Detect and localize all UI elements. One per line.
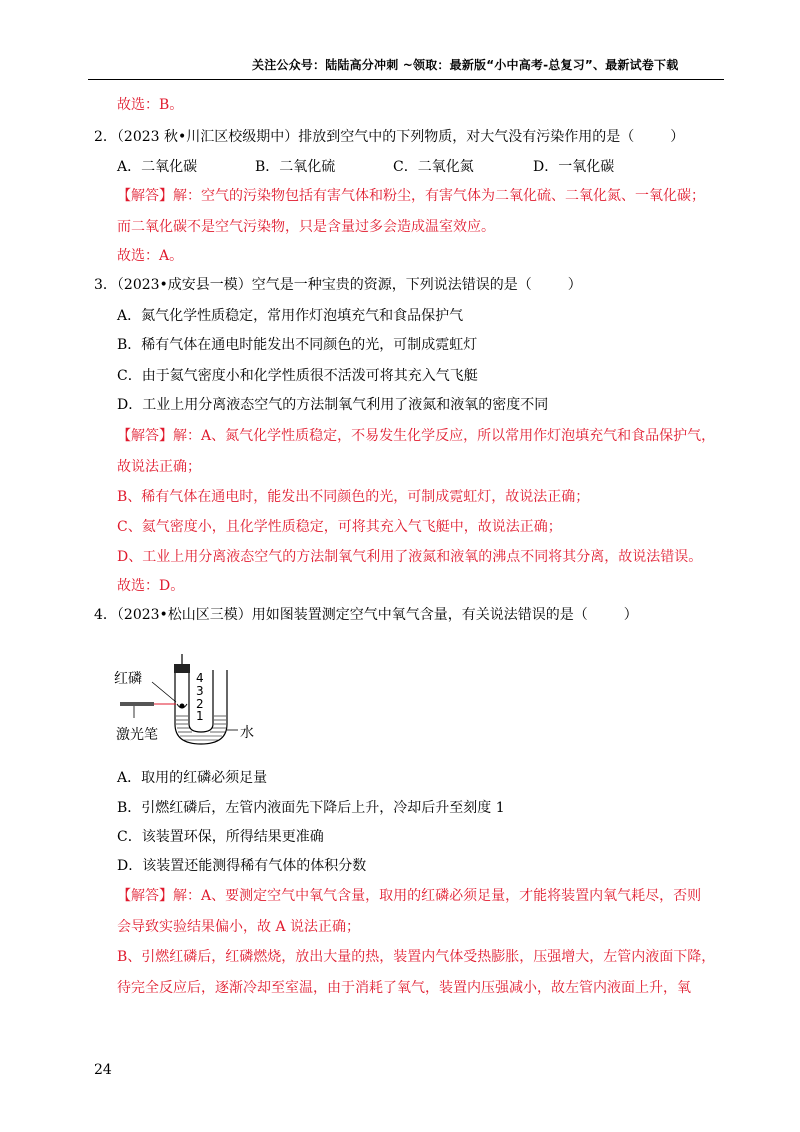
q3-analysis-line-5: D、工业上用分离液态空气的方法制氧气利用了液氮和液氧的沸点不同将其分离，故说法错误。 (117, 549, 703, 565)
q1-answer: 故选：B。 (117, 97, 184, 113)
q4-option-d: D．该装置还能测得稀有气体的体积分数 (117, 858, 367, 874)
q4-option-b: B．引燃红磷后，左管内液面先下降后上升，冷却后升至刻度 1 (117, 800, 505, 816)
q3-analysis-line-1: 【解答】解：A、氮气化学性质稳定，不易发生化学反应，所以常用作灯泡填充气和食品保护气， (117, 428, 716, 444)
q2-option-d: D．一氧化碳 (533, 159, 615, 175)
q2-option-b: B．二氧化硫 (255, 159, 336, 175)
q3-answer: 故选：D。 (117, 578, 185, 594)
q3-analysis-line-2: 故说法正确； (117, 459, 201, 475)
scale-mark-4: 4 (196, 671, 204, 685)
q3-stem-text: 3．（2023•成安县一模）空气是一种宝贵的资源，下列说法错误的是（ (94, 277, 532, 293)
q4-stem (94, 605, 638, 625)
q3-option-a: A．氮气化学性质稳定，常用作灯泡填充气和食品保护气 (117, 308, 464, 324)
q2-analysis-line-2: 而二氧化碳不是空气污染物，只是含量过多会造成温室效应。 (117, 219, 495, 235)
scale-mark-2: 2 (196, 697, 204, 711)
q2-answer: 故选：A。 (117, 248, 184, 264)
laser-pointer-label: 激光笔 (116, 727, 158, 743)
q2-stem (94, 127, 684, 147)
u-tube-apparatus-figure (112, 652, 262, 752)
q3-option-b: B．稀有气体在通电时能发出不同颜色的光，可制成霓虹灯 (117, 337, 478, 353)
q3-analysis-line-3: B、稀有气体在通电时，能发出不同颜色的光，可制成霓虹灯，故说法正确； (117, 489, 590, 505)
q2-options (117, 157, 614, 177)
q3-stem-close: ） (567, 277, 582, 293)
q2-option-c: C．二氧化氮 (393, 159, 474, 175)
page-number: 24 (94, 1062, 112, 1078)
q2-analysis-line-1: 【解答】解：空气的污染物包括有害气体和粉尘，有害气体为二氧化硫、二氧化氮、一氧化碳； (117, 188, 705, 204)
q3-stem (94, 275, 582, 295)
q4-analysis-line-2: 会导致实验结果偏小，故 A 说法正确； (117, 919, 361, 935)
q4-option-c: C．该装置环保，所得结果更准确 (117, 829, 324, 845)
q3-analysis-line-4: C、氦气密度小，且化学性质稳定，可将其充入气飞艇中，故说法正确； (117, 519, 562, 535)
header-rule (88, 79, 724, 80)
q2-stem-text: 2．（2023 秋•川汇区校级期中）排放到空气中的下列物质，对大气没有污染作用的是（ (94, 129, 635, 145)
q4-analysis-line-1: 【解答】解：A、要测定空气中氧气含量，取用的红磷必须足量，才能将装置内氧气耗尽，否则 (117, 888, 702, 904)
q2-option-a: A．二氧化碳 (117, 159, 198, 175)
q4-option-a: A．取用的红磷必须足量 (117, 770, 268, 786)
q3-option-d: D．工业上用分离液态空气的方法制氧气利用了液氮和液氧的密度不同 (117, 397, 549, 413)
scale-mark-1: 1 (196, 709, 204, 723)
page-header: 关注公众号：陆陆高分冲刺 ~领取：最新版“小中高考-总复习”、最新试卷下载 (252, 58, 679, 72)
scale-mark-3: 3 (196, 684, 204, 698)
q4-analysis-line-3: B、引燃红磷后，红磷燃烧，放出大量的热，装置内气体受热膨胀，压强增大，左管内液面下降， (117, 949, 716, 965)
red-phosphorus-label: 红磷 (114, 671, 142, 687)
q4-stem-close: ） (623, 607, 638, 623)
q3-option-c: C．由于氦气密度小和化学性质很不活泼可将其充入气飞艇 (117, 368, 478, 384)
q2-stem-close: ） (670, 129, 685, 145)
q4-stem-text: 4．（2023•松山区三模）用如图装置测定空气中氧气含量，有关说法错误的是（ (94, 607, 588, 623)
q4-analysis-line-4: 待完全反应后，逐渐冷却至室温，由于消耗了氧气，装置内压强减小，故左管内液面上升，氧 (117, 980, 691, 996)
water-label: 水 (240, 725, 254, 741)
